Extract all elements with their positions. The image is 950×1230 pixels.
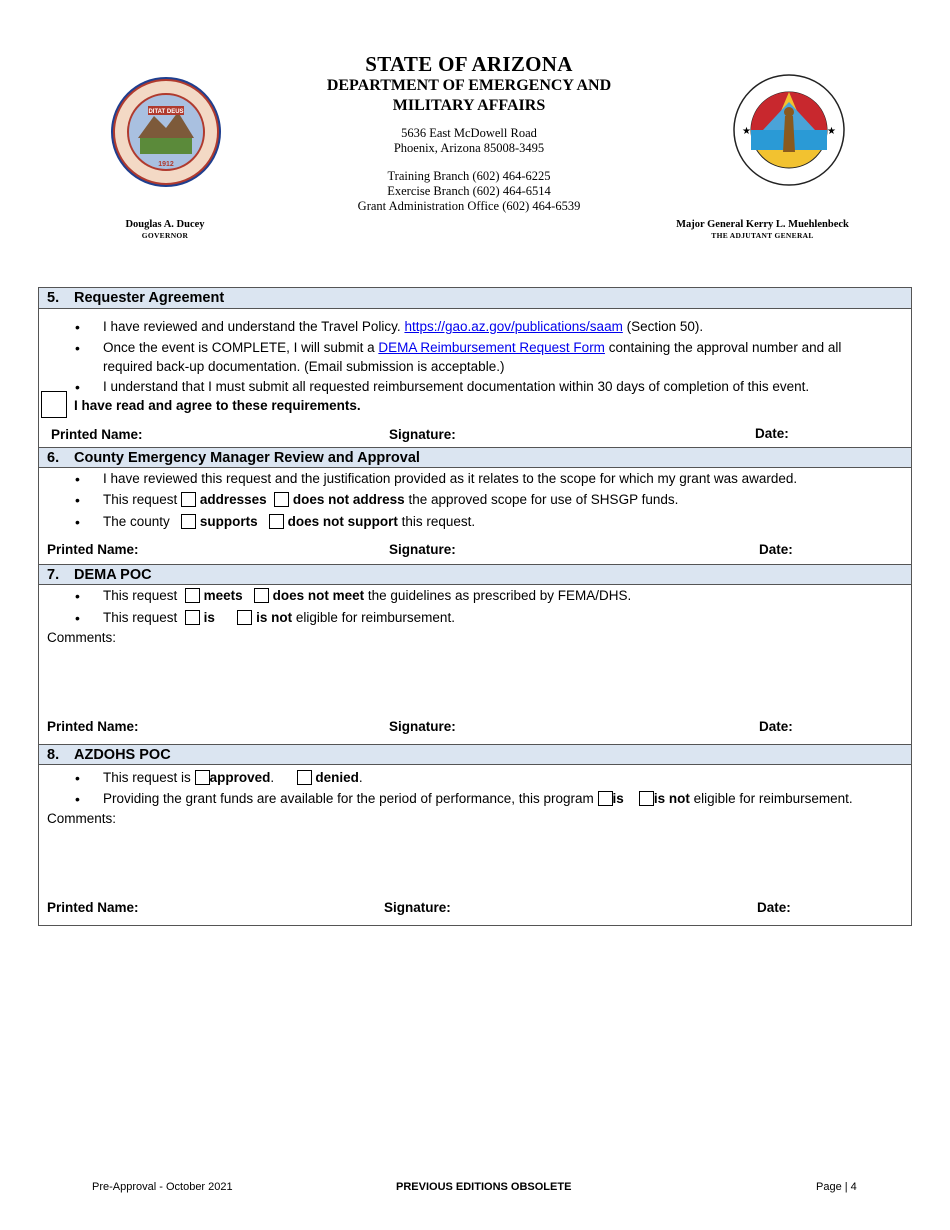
arizona-state-seal: [110, 76, 222, 188]
list-item: • This request is approved. denied.: [75, 770, 363, 786]
list-item: • This request is is not eligible for reimbursement.: [75, 610, 455, 626]
address-line2: Phoenix, Arizona 85008-3495: [393, 141, 545, 155]
printed-name-label: Printed Name:: [51, 427, 143, 442]
letterhead: [290, 52, 648, 214]
list-item: • This request addresses does not address the approved scope for use of SHSGP funds.: [75, 492, 679, 508]
approved-checkbox[interactable]: [195, 770, 210, 785]
signature-label: Signature:: [384, 900, 451, 915]
does-not-support-checkbox[interactable]: [269, 514, 284, 529]
section-6-header: [39, 447, 911, 468]
dema-seal: [733, 72, 845, 188]
section-7-header: [39, 564, 911, 585]
date-label: Date:: [759, 542, 793, 557]
date-label: Date:: [755, 426, 789, 441]
svg-text:★: ★: [742, 126, 751, 137]
signature-label: Signature:: [389, 542, 456, 557]
footer-obsolete-notice: PREVIOUS EDITIONS OBSOLETE: [396, 1181, 572, 1193]
section-7-title: DEMA POC: [74, 567, 152, 583]
list-item: • Providing the grant funds are available for the period of performance, this program is is not eligible for reimbursement.: [75, 791, 853, 807]
section-8-number: 8.: [47, 747, 60, 763]
footer-page-number: Page | 4: [816, 1181, 857, 1193]
section-5-body: [39, 309, 911, 447]
phone-training: Training Branch (602) 464-6225: [387, 169, 551, 183]
list-item-continuation: required back-up documentation. (Email submission is acceptable.): [103, 359, 505, 374]
agree-checkbox[interactable]: [41, 391, 67, 418]
section-8-header: [39, 744, 911, 765]
date-label: Date:: [759, 719, 793, 734]
address-line1: 5636 East McDowell Road: [401, 126, 537, 140]
reimbursement-form-link[interactable]: DEMA Reimbursement Request Form: [378, 340, 605, 355]
approval-form: [38, 287, 912, 926]
addresses-checkbox[interactable]: [181, 492, 196, 507]
list-item: • I have reviewed and understand the Travel Policy. https://gao.az.gov/publications/saam (Section 50).: [75, 319, 704, 335]
section-6-title: County Emergency Manager Review and Approval: [74, 450, 420, 466]
comments-label: Comments:: [47, 811, 117, 826]
seal-year: 1912: [158, 161, 174, 168]
section-7-body: [39, 585, 911, 744]
governor-title: GOVERNOR: [141, 231, 189, 240]
dept-title-line1: DEPARTMENT OF EMERGENCY AND: [326, 77, 612, 94]
section-8-body: [39, 765, 911, 925]
does-not-address-checkbox[interactable]: [274, 492, 289, 507]
program-is-not-eligible-checkbox[interactable]: [639, 791, 654, 806]
denied-checkbox[interactable]: [297, 770, 312, 785]
footer-version: Pre-Approval - October 2021: [92, 1181, 233, 1193]
section-5-header: [39, 288, 911, 309]
section-7-number: 7.: [47, 567, 60, 583]
printed-name-label: Printed Name:: [47, 719, 139, 734]
seal-motto: DITAT DEUS: [148, 109, 184, 115]
printed-name-label: Printed Name:: [47, 900, 139, 915]
section-8-title: AZDOHS POC: [74, 747, 171, 763]
governor-name: Douglas A. Ducey: [125, 219, 205, 230]
date-label: Date:: [757, 900, 791, 915]
agree-label: I have read and agree to these requirements.: [74, 398, 361, 413]
meets-checkbox[interactable]: [185, 588, 200, 603]
state-title: STATE OF ARIZONA: [365, 52, 573, 76]
svg-text:★: ★: [827, 126, 836, 137]
dept-title-line2: MILITARY AFFAIRS: [392, 97, 546, 114]
does-not-meet-checkbox[interactable]: [254, 588, 269, 603]
travel-policy-link[interactable]: https://gao.az.gov/publications/saam: [404, 319, 623, 334]
list-item: • I understand that I must submit all requested reimbursement documentation within 30 days of completion of this event.: [75, 379, 810, 395]
supports-checkbox[interactable]: [181, 514, 196, 529]
governor-block: [100, 219, 230, 240]
section-5-number: 5.: [47, 290, 60, 306]
printed-name-label: Printed Name:: [47, 542, 139, 557]
adjutant-general-name: Major General Kerry L. Muehlenbeck: [676, 219, 849, 230]
list-item: • Once the event is COMPLETE, I will submit a DEMA Reimbursement Request Form containing the approval number and all: [75, 340, 842, 356]
program-is-eligible-checkbox[interactable]: [598, 791, 613, 806]
section-6-body: [39, 468, 911, 564]
section-6-number: 6.: [47, 450, 60, 466]
is-eligible-checkbox[interactable]: [185, 610, 200, 625]
comments-label: Comments:: [47, 630, 117, 645]
signature-label: Signature:: [389, 719, 456, 734]
adjutant-general-block: [660, 219, 865, 240]
section-5-title: Requester Agreement: [74, 290, 225, 306]
signature-label: Signature:: [389, 427, 456, 442]
list-item: • The county supports does not support this request.: [75, 514, 476, 530]
list-item: • I have reviewed this request and the justification provided as it relates to the scope for which my grant was awarded.: [75, 471, 798, 487]
phone-exercise: Exercise Branch (602) 464-6514: [387, 184, 551, 198]
list-item: • This request meets does not meet the guidelines as prescribed by FEMA/DHS.: [75, 588, 632, 604]
phone-grant: Grant Administration Office (602) 464-6539: [357, 199, 581, 213]
adjutant-general-title: THE ADJUTANT GENERAL: [711, 231, 814, 240]
is-not-eligible-checkbox[interactable]: [237, 610, 252, 625]
